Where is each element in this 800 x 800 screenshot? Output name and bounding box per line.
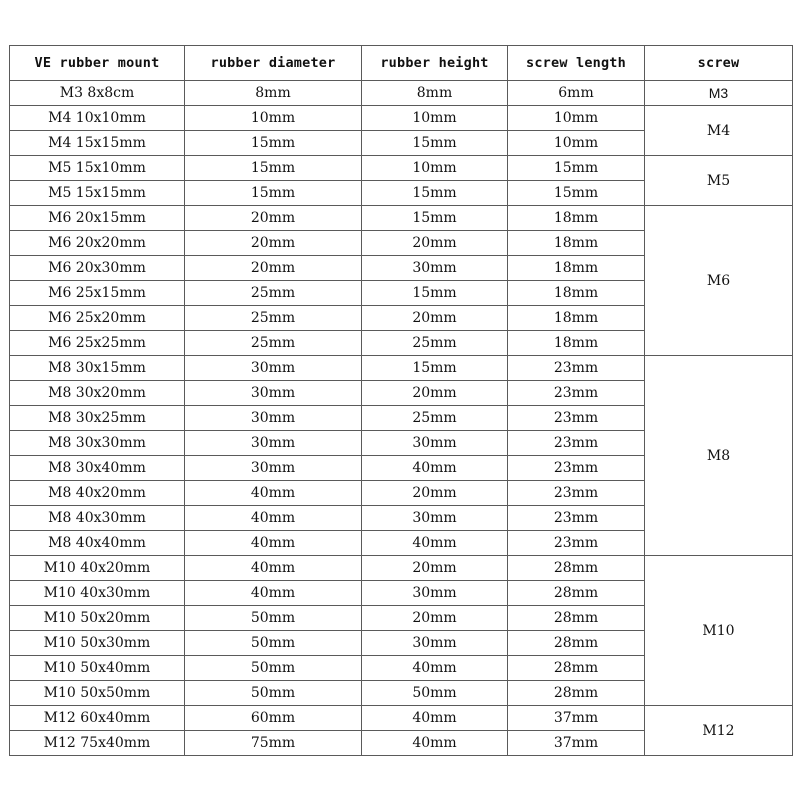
diameter-cell: 75mm — [185, 731, 362, 756]
diameter-cell: 15mm — [185, 131, 362, 156]
height-cell: 20mm — [362, 381, 508, 406]
height-cell: 20mm — [362, 556, 508, 581]
table-row — [10, 206, 793, 231]
model-cell: M8 30x40mm — [10, 456, 185, 481]
height-cell: 15mm — [362, 181, 508, 206]
screw-length-cell: 37mm — [508, 731, 645, 756]
height-cell: 25mm — [362, 406, 508, 431]
model-cell: M8 40x30mm — [10, 506, 185, 531]
screw-length-cell: 28mm — [508, 606, 645, 631]
height-cell: 20mm — [362, 306, 508, 331]
diameter-cell: 30mm — [185, 431, 362, 456]
model-cell: M6 25x15mm — [10, 281, 185, 306]
diameter-cell: 40mm — [185, 506, 362, 531]
model-cell: M10 50x30mm — [10, 631, 185, 656]
table-header — [10, 46, 793, 81]
screw-length-cell: 6mm — [508, 81, 645, 106]
screw-length-cell: 18mm — [508, 331, 645, 356]
screw-cell: M3 — [645, 81, 793, 106]
diameter-cell: 30mm — [185, 456, 362, 481]
height-cell: 40mm — [362, 456, 508, 481]
screw-cell: M6 — [645, 206, 793, 356]
model-cell: M6 20x20mm — [10, 231, 185, 256]
header-screw: screw — [645, 46, 793, 81]
diameter-cell: 50mm — [185, 631, 362, 656]
model-cell: M8 40x20mm — [10, 481, 185, 506]
table-row — [10, 706, 793, 731]
screw-length-cell: 23mm — [508, 481, 645, 506]
header-model: VE rubber mount — [10, 46, 185, 81]
height-cell: 30mm — [362, 631, 508, 656]
model-cell: M6 20x30mm — [10, 256, 185, 281]
diameter-cell: 40mm — [185, 556, 362, 581]
header-screw-length: screw length — [508, 46, 645, 81]
screw-length-cell: 28mm — [508, 631, 645, 656]
table-row — [10, 156, 793, 181]
diameter-cell: 40mm — [185, 531, 362, 556]
screw-length-cell: 23mm — [508, 506, 645, 531]
screw-length-cell: 18mm — [508, 306, 645, 331]
model-cell: M5 15x15mm — [10, 181, 185, 206]
height-cell: 8mm — [362, 81, 508, 106]
diameter-cell: 50mm — [185, 681, 362, 706]
screw-length-cell: 18mm — [508, 231, 645, 256]
height-cell: 40mm — [362, 656, 508, 681]
diameter-cell: 25mm — [185, 281, 362, 306]
rubber-mount-spec-table — [9, 45, 793, 756]
height-cell: 15mm — [362, 281, 508, 306]
diameter-cell: 15mm — [185, 156, 362, 181]
height-cell: 20mm — [362, 231, 508, 256]
screw-length-cell: 18mm — [508, 206, 645, 231]
diameter-cell: 8mm — [185, 81, 362, 106]
model-cell: M8 30x30mm — [10, 431, 185, 456]
screw-length-cell: 28mm — [508, 681, 645, 706]
model-cell: M12 75x40mm — [10, 731, 185, 756]
diameter-cell: 10mm — [185, 106, 362, 131]
model-cell: M6 20x15mm — [10, 206, 185, 231]
model-cell: M10 50x20mm — [10, 606, 185, 631]
height-cell: 20mm — [362, 606, 508, 631]
diameter-cell: 40mm — [185, 581, 362, 606]
model-cell: M10 40x20mm — [10, 556, 185, 581]
screw-length-cell: 28mm — [508, 656, 645, 681]
height-cell: 15mm — [362, 206, 508, 231]
screw-length-cell: 23mm — [508, 356, 645, 381]
model-cell: M6 25x25mm — [10, 331, 185, 356]
model-cell: M10 50x40mm — [10, 656, 185, 681]
diameter-cell: 30mm — [185, 356, 362, 381]
screw-cell: M12 — [645, 706, 793, 756]
diameter-cell: 30mm — [185, 381, 362, 406]
screw-cell: M8 — [645, 356, 793, 556]
height-cell: 40mm — [362, 731, 508, 756]
model-cell: M4 15x15mm — [10, 131, 185, 156]
model-cell: M12 60x40mm — [10, 706, 185, 731]
model-cell: M8 40x40mm — [10, 531, 185, 556]
header-rubber-height: rubber height — [362, 46, 508, 81]
height-cell: 10mm — [362, 156, 508, 181]
diameter-cell: 30mm — [185, 406, 362, 431]
diameter-cell: 20mm — [185, 256, 362, 281]
diameter-cell: 20mm — [185, 231, 362, 256]
header-row — [10, 46, 793, 81]
model-cell: M4 10x10mm — [10, 106, 185, 131]
diameter-cell: 25mm — [185, 331, 362, 356]
model-cell: M10 50x50mm — [10, 681, 185, 706]
screw-length-cell: 10mm — [508, 131, 645, 156]
screw-length-cell: 28mm — [508, 581, 645, 606]
screw-length-cell: 18mm — [508, 281, 645, 306]
height-cell: 25mm — [362, 331, 508, 356]
screw-length-cell: 37mm — [508, 706, 645, 731]
model-cell: M8 30x15mm — [10, 356, 185, 381]
model-cell: M10 40x30mm — [10, 581, 185, 606]
diameter-cell: 25mm — [185, 306, 362, 331]
screw-length-cell: 23mm — [508, 456, 645, 481]
height-cell: 30mm — [362, 256, 508, 281]
table-row — [10, 556, 793, 581]
height-cell: 15mm — [362, 131, 508, 156]
screw-length-cell: 23mm — [508, 381, 645, 406]
height-cell: 40mm — [362, 531, 508, 556]
screw-length-cell: 15mm — [508, 181, 645, 206]
diameter-cell: 60mm — [185, 706, 362, 731]
model-cell: M3 8x8cm — [10, 81, 185, 106]
screw-cell: M10 — [645, 556, 793, 706]
diameter-cell: 20mm — [185, 206, 362, 231]
height-cell: 15mm — [362, 356, 508, 381]
height-cell: 50mm — [362, 681, 508, 706]
screw-length-cell: 18mm — [508, 256, 645, 281]
screw-length-cell: 28mm — [508, 556, 645, 581]
table-row — [10, 106, 793, 131]
table-body — [10, 81, 793, 756]
height-cell: 40mm — [362, 706, 508, 731]
model-cell: M8 30x20mm — [10, 381, 185, 406]
screw-length-cell: 15mm — [508, 156, 645, 181]
height-cell: 10mm — [362, 106, 508, 131]
screw-cell: M5 — [645, 156, 793, 206]
height-cell: 20mm — [362, 481, 508, 506]
table-row — [10, 356, 793, 381]
height-cell: 30mm — [362, 581, 508, 606]
diameter-cell: 50mm — [185, 606, 362, 631]
height-cell: 30mm — [362, 506, 508, 531]
diameter-cell: 15mm — [185, 181, 362, 206]
model-cell: M6 25x20mm — [10, 306, 185, 331]
model-cell: M8 30x25mm — [10, 406, 185, 431]
screw-length-cell: 23mm — [508, 531, 645, 556]
header-rubber-diameter: rubber diameter — [185, 46, 362, 81]
screw-length-cell: 23mm — [508, 431, 645, 456]
screw-length-cell: 23mm — [508, 406, 645, 431]
diameter-cell: 50mm — [185, 656, 362, 681]
diameter-cell: 40mm — [185, 481, 362, 506]
screw-length-cell: 10mm — [508, 106, 645, 131]
height-cell: 30mm — [362, 431, 508, 456]
table-row — [10, 81, 793, 106]
model-cell: M5 15x10mm — [10, 156, 185, 181]
screw-cell: M4 — [645, 106, 793, 156]
